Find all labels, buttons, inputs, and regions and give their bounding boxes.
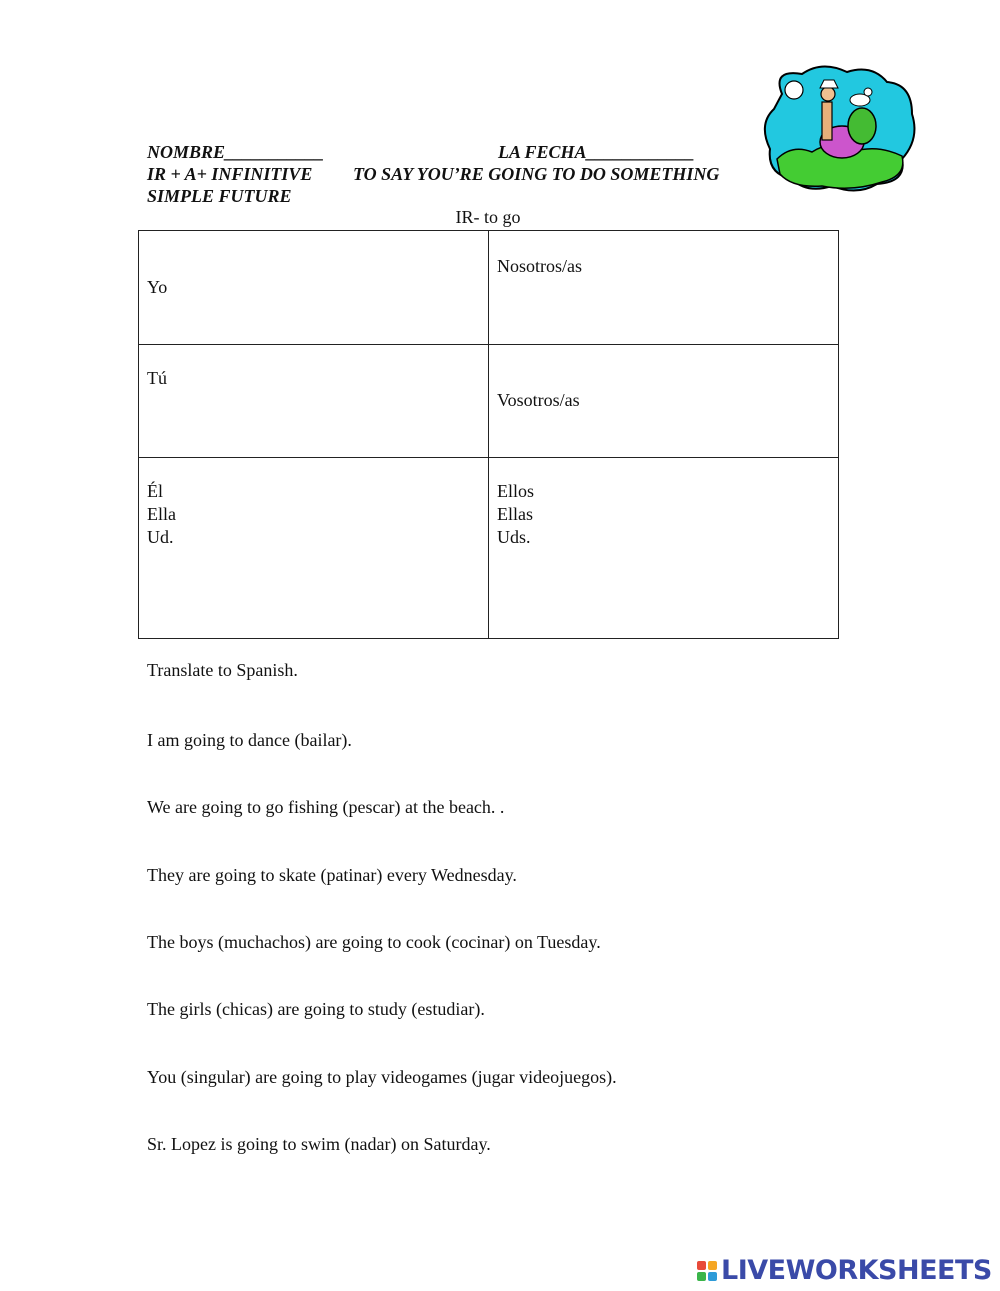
- logo-mark-icon: [697, 1261, 717, 1281]
- tense-label: SIMPLE FUTURE: [147, 186, 292, 206]
- tu-cell[interactable]: [139, 345, 489, 458]
- vosotros-cell[interactable]: [489, 345, 839, 458]
- pronoun-ud: Ud.: [147, 527, 174, 547]
- pronoun-nosotros: Nosotros/as: [497, 256, 582, 276]
- instructions: Translate to Spanish.: [147, 660, 298, 680]
- sentence-7: Sr. Lopez is going to swim (nadar) on Saturday.: [147, 1134, 491, 1154]
- logo-text: LIVEWORKSHEETS: [721, 1255, 992, 1286]
- table-title: IR- to go: [455, 207, 521, 227]
- sentence-2: We are going to go fishing (pescar) at the beach. .: [147, 797, 505, 817]
- grammar-rule-description: TO SAY YOU’RE GOING TO DO SOMETHING: [353, 164, 720, 184]
- yo-cell[interactable]: [139, 231, 489, 345]
- pronoun-el: Él: [147, 481, 163, 501]
- date-field-label: LA FECHA____________: [498, 142, 695, 162]
- cartoon-illustration: [762, 64, 918, 194]
- liveworksheets-logo[interactable]: [697, 1255, 992, 1286]
- name-field-label: NOMBRE___________: [147, 142, 325, 162]
- grammar-rule-title: IR + A+ INFINITIVE: [147, 164, 313, 184]
- pronoun-vosotros: Vosotros/as: [497, 390, 580, 410]
- nosotros-cell[interactable]: [489, 231, 839, 345]
- pronoun-ellos: Ellos: [497, 481, 535, 501]
- sentence-5: The girls (chicas) are going to study (estudiar).: [147, 999, 485, 1019]
- third-singular-cell[interactable]: [139, 458, 489, 639]
- sentence-3: They are going to skate (patinar) every Wednesday.: [147, 865, 517, 885]
- sentence-6: You (singular) are going to play videogames (jugar videojuegos).: [147, 1067, 617, 1087]
- sentence-4: The boys (muchachos) are going to cook (cocinar) on Tuesday.: [147, 932, 601, 952]
- pronoun-tu: Tú: [147, 368, 167, 388]
- pronoun-ellas: Ellas: [497, 504, 533, 524]
- pronoun-ella: Ella: [147, 504, 176, 524]
- pronoun-yo: Yo: [147, 277, 168, 297]
- pronoun-uds: Uds.: [497, 527, 531, 547]
- conjugation-table: [138, 230, 839, 639]
- third-plural-cell[interactable]: [489, 458, 839, 639]
- sentence-1: I am going to dance (bailar).: [147, 730, 352, 750]
